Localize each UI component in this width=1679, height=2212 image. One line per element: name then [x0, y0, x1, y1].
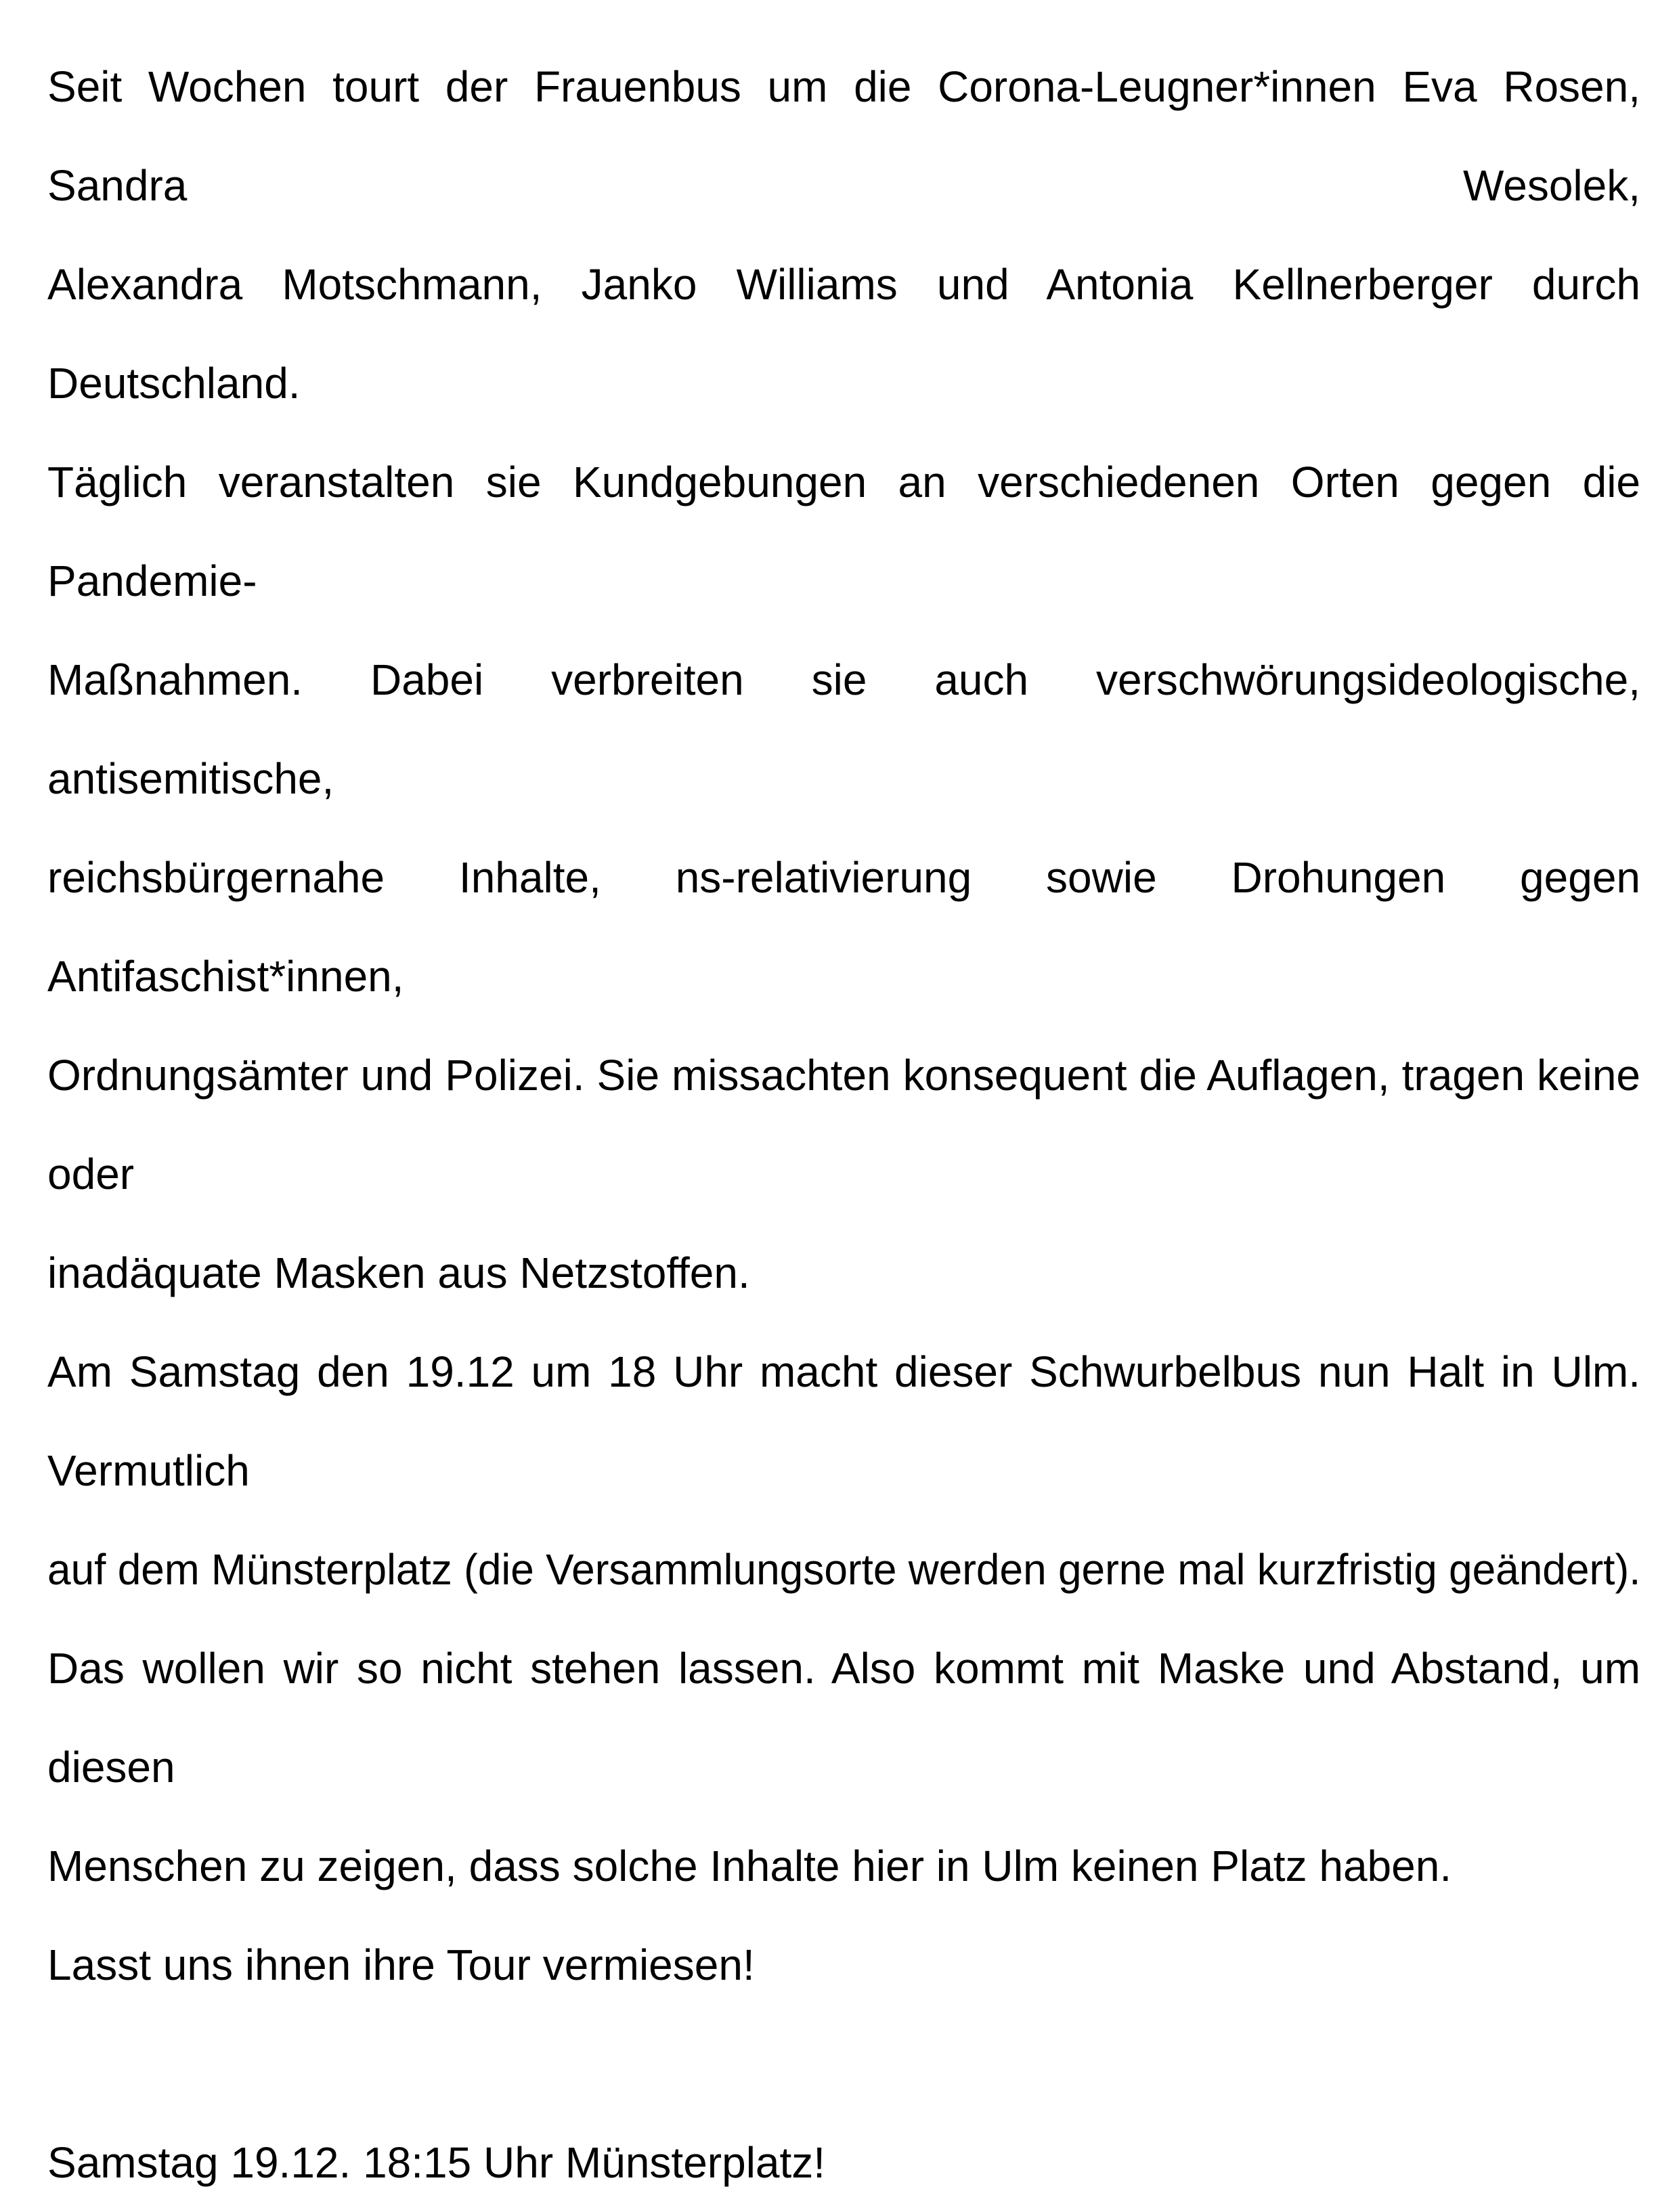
event-date-line: Samstag 19.12. 18:15 Uhr Münsterplatz!	[47, 2138, 826, 2187]
text-line: Menschen zu zeigen, dass solche Inhalte hier in Ulm keinen Platz haben.	[47, 1842, 1452, 1890]
paragraph-date	[47, 2113, 1640, 2212]
paragraph-call	[47, 1619, 1640, 1915]
document-body	[47, 37, 1640, 2212]
text-line: inadäquate Masken aus Netzstoffen.	[47, 1249, 750, 1297]
text-line: Täglich veranstalten sie Kundgebungen an verschiedenen Orten gegen die Pandemie-	[47, 458, 1640, 605]
text-line: Ordnungsämter und Polizei. Sie missachten konsequent die Auflagen, tragen keine oder	[47, 1051, 1640, 1198]
paragraph-event	[47, 1322, 1640, 1619]
paragraph-slogan	[47, 1915, 1640, 2014]
paragraph-intro	[47, 37, 1640, 1322]
spacer	[47, 2014, 1640, 2113]
text-line: Am Samstag den 19.12 um 18 Uhr macht dieser Schwurbelbus nun Halt in Ulm. Vermutlich	[47, 1347, 1640, 1495]
text-line: Maßnahmen. Dabei verbreiten sie auch verschwörungsideologische, antisemitische,	[47, 655, 1640, 803]
text-line: Das wollen wir so nicht stehen lassen. Also kommt mit Maske und Abstand, um diesen	[47, 1644, 1640, 1792]
text-line: reichsbürgernahe Inhalte, ns-relativierung sowie Drohungen gegen Antifaschist*innen,	[47, 853, 1640, 1001]
text-line: Alexandra Motschmann, Janko Williams und Antonia Kellnerberger durch Deutschland.	[47, 260, 1640, 408]
text-line: Lasst uns ihnen ihre Tour vermiesen!	[47, 1940, 755, 1989]
text-line: auf dem Münsterplatz (die Versammlungsorte werden gerne mal kurzfristig geändert).	[47, 1545, 1641, 1594]
text-line: Seit Wochen tourt der Frauenbus um die Corona-Leugner*innen Eva Rosen, Sandra Wesolek,	[47, 62, 1640, 210]
